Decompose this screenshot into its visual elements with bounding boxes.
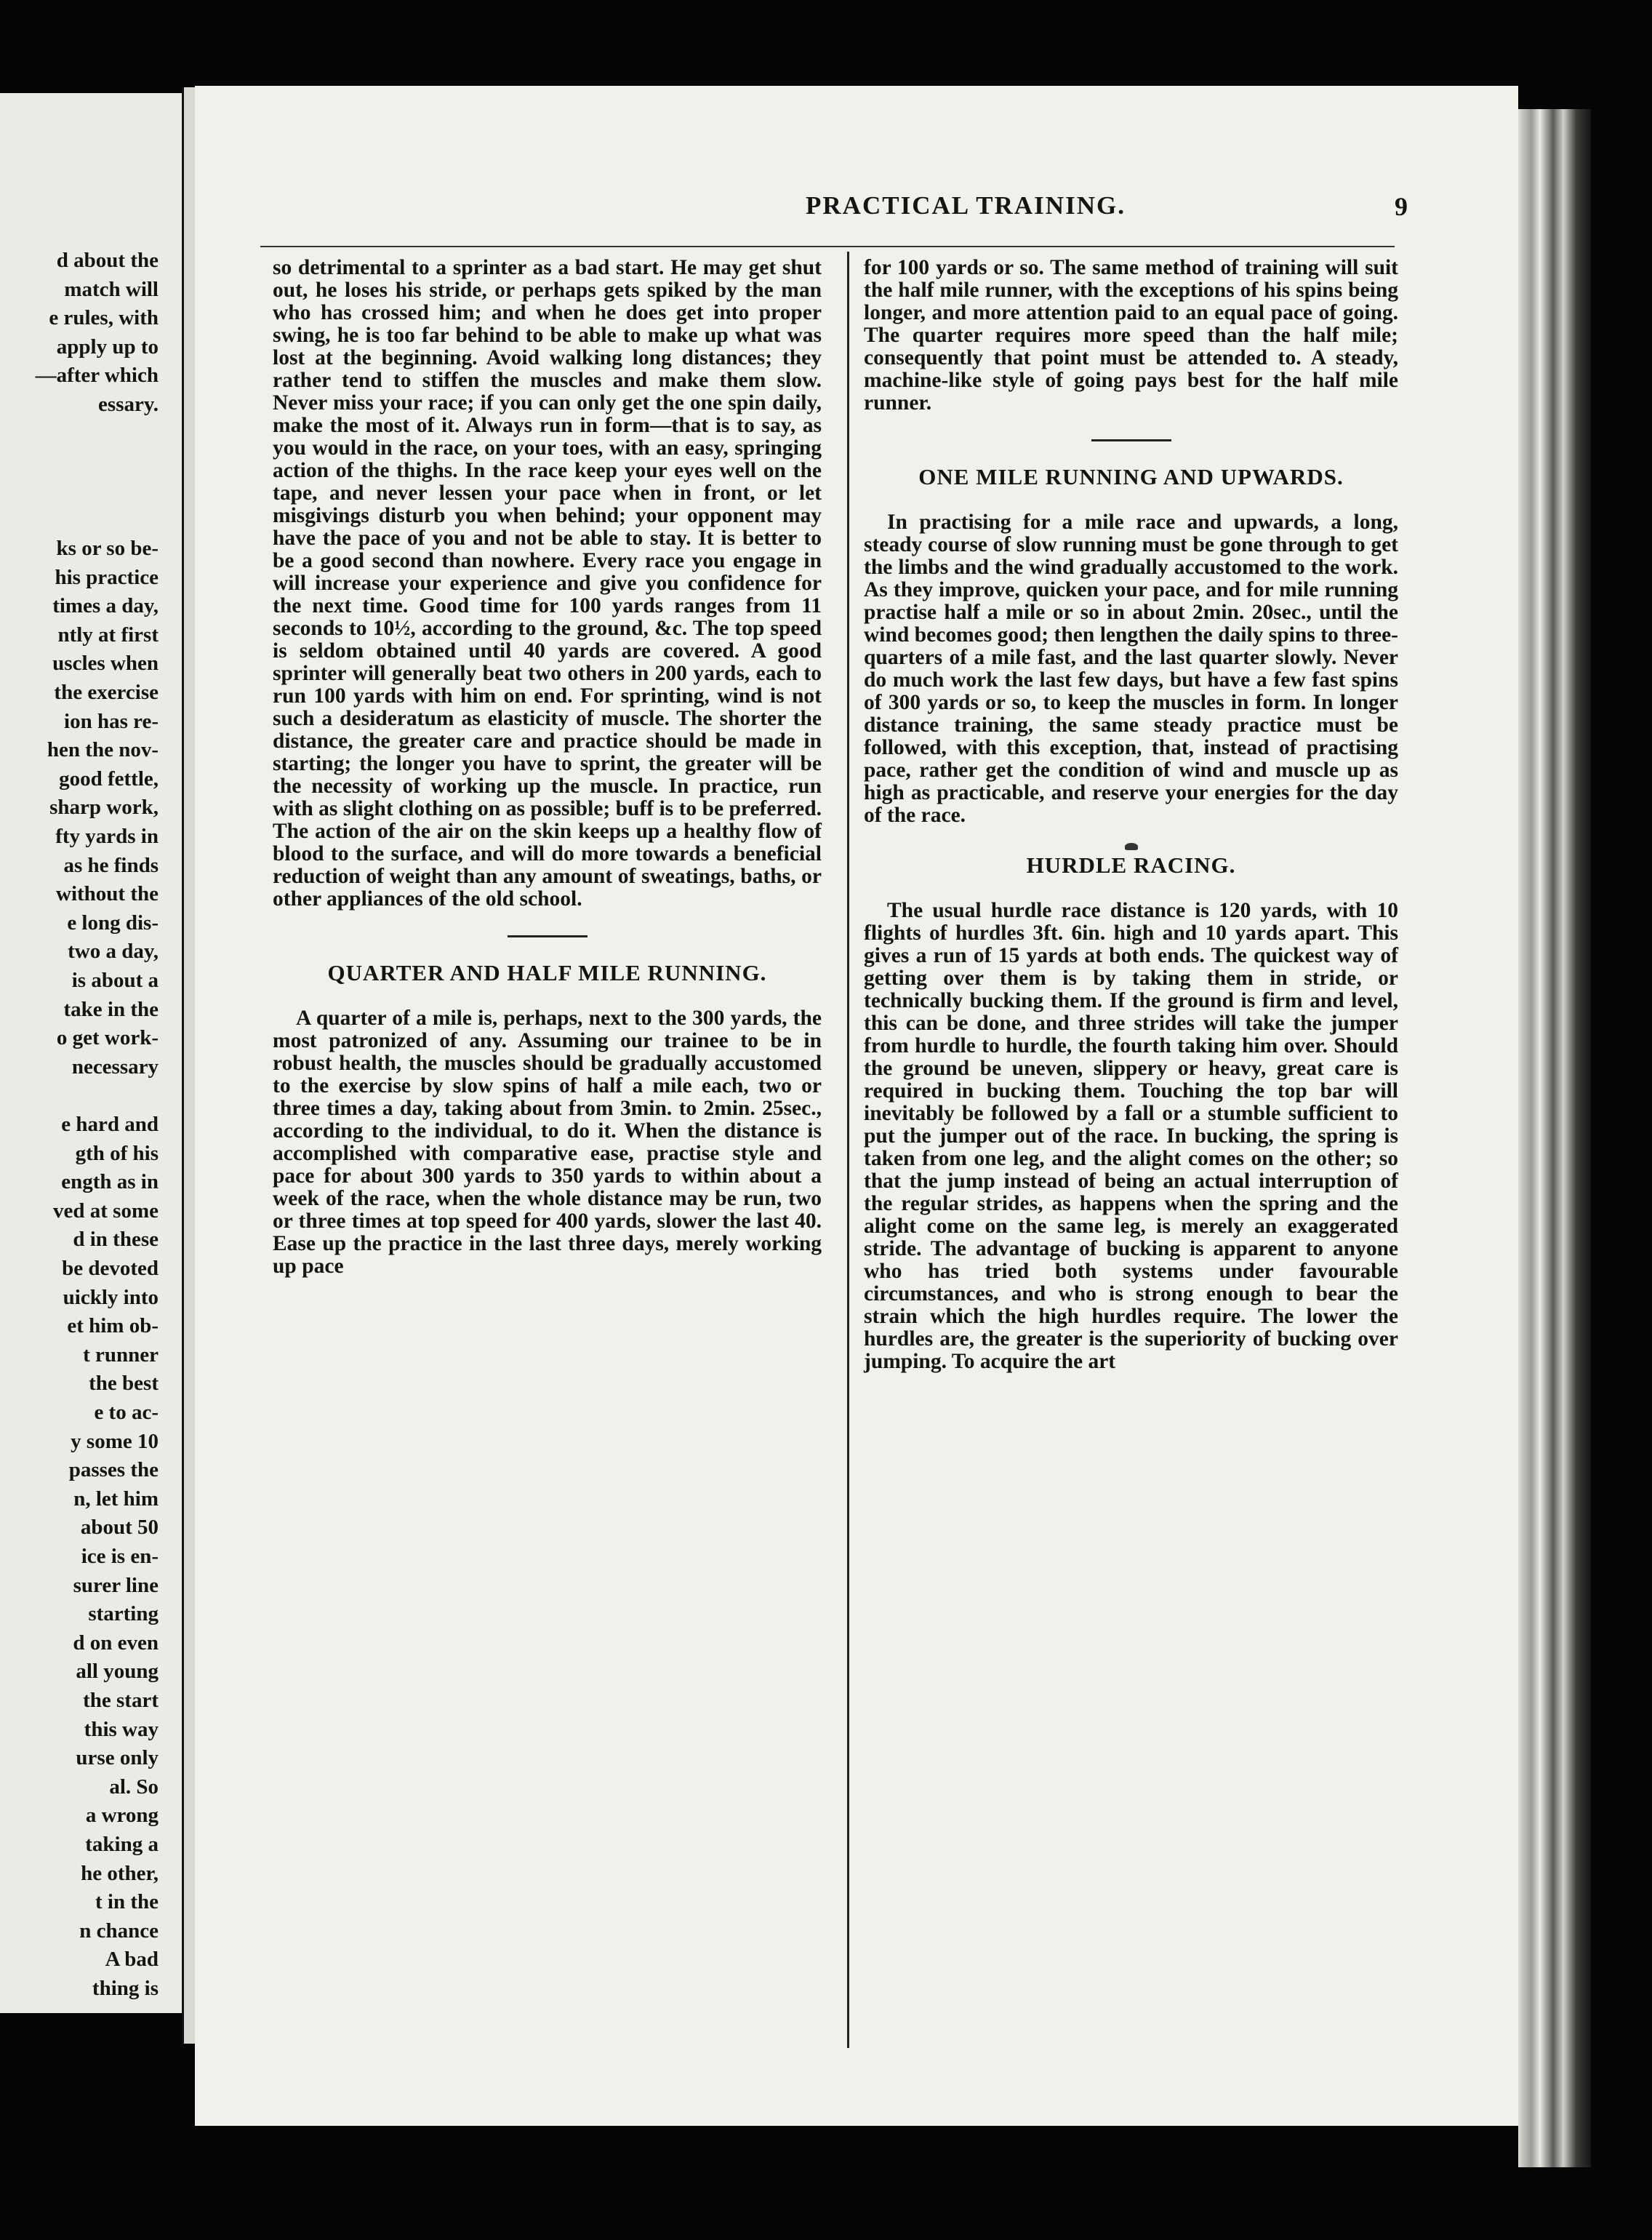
left-page-line: hen the nov- xyxy=(47,738,159,762)
left-page-line: e long dis- xyxy=(67,911,159,935)
section-heading-quarter-half-mile: QUARTER AND HALF MILE RUNNING. xyxy=(327,960,767,985)
left-page-line: essary. xyxy=(98,393,159,416)
left-column xyxy=(273,257,822,1278)
left-page-line: two a day, xyxy=(68,940,159,964)
sprinting-paragraph: so detrimental to a sprinter as a bad start. He may get shut out, he loses his stride, or perhaps gets spiked by the man who has crossed him; and when he does get into proper swing, he is too far behind to be able to make up what was lost at the beginning. Avoid walking long distances; they rather tend to stiffen the muscles and make them slow. Never miss your race; if you can only get the one spin daily, make the most of it. Always run in form—that is to say, as you would in the race, on your toes, with an easy, springing action of the thighs. In the race keep your eyes well on the tape, and never lessen your pace when in front, or let misgivings disturb you when behind; your opponent may have the pace of you and not be able to stay. It is better to be a good second than nowhere. Every race you engage in will increase your experience and give you confidence for the next time. Good time for 100 yards ranges from 11 seconds to 10½, according to the ground, &c. The top speed is seldom obtained until 40 yards are covered. A good sprinter will generally beat two others in 200 yards, each to run 100 yards with him on end. For sprinting, wind is not such a desideratum as elasticity of muscle. The shorter the distance, the greater care and practice should be made in starting; the longer you have to sprint, the greater will be the necessity of working up the muscle. In practice, run with as slight clothing on as possible; buff is to be preferred. The action of the air on the skin keeps up a healthy flow of blood to the surface, and will do more towards a beneficial reduction of weight than any amount of sweatings, baths, or other appliances of the old school. xyxy=(273,256,822,911)
one-mile-paragraph: In practising for a mile race and upwards, a long, steady course of slow running must be gone through to get the limbs and the wind gradually accustomed to the work. As they improve, quicken your pace, and for mile running practise half a mile or so in about 2min. 20sec., until the wind becomes good; then lengthen the daily spins to three-quarters of a mile fast, and the last quarter slowly. Never do much work the last few days, but have a few fast spins of 300 yards or so, to keep the muscles in form. In longer distance training, the same steady practice must be followed, with this exception, that, instead of practising pace, rather get the condition of wind and muscle up as high as practicable, and reserve your energies for the day of the race. xyxy=(864,511,1398,827)
section-rule xyxy=(508,935,588,937)
left-page-line: his practice xyxy=(55,565,159,589)
left-page-line: uickly into xyxy=(63,1285,159,1309)
left-page-line: e rules, with xyxy=(49,306,159,330)
left-page-line: without the xyxy=(56,882,159,906)
page-number: 9 xyxy=(1395,192,1408,221)
left-page-line: —after which xyxy=(35,364,159,388)
half-mile-continuation-paragraph: for 100 yards or so. The same method of training will suit the half mile runner, with the exceptions of his spins being longer, and more attention paid to an equal pace of going. The quarter requires more speed than the half mile; consequently that point must be attended to. A steady, machine-like style of going pays best for the half mile runner. xyxy=(864,256,1398,415)
left-page-line: sharp work, xyxy=(49,796,159,820)
right-column xyxy=(864,257,1398,1373)
left-page-line: al. So xyxy=(109,1775,159,1799)
ornament-mark xyxy=(1125,843,1138,850)
left-page-line: all young xyxy=(76,1660,159,1684)
left-page-line: the start xyxy=(83,1689,159,1712)
section-heading-hurdle-racing: HURDLE RACING. xyxy=(1026,852,1236,878)
left-page-line: ks or so be- xyxy=(56,537,159,560)
left-page-line: thing is xyxy=(92,1977,159,2000)
left-page-line: apply up to xyxy=(56,335,159,359)
running-head xyxy=(195,191,1518,235)
left-page-line: ntly at first xyxy=(57,623,159,647)
left-page-line: e to ac- xyxy=(94,1401,159,1424)
left-page-line: is about a xyxy=(71,969,159,992)
left-page-line: a wrong xyxy=(85,1804,159,1828)
book-binding-edge xyxy=(1518,109,1591,2167)
left-page-line: starting xyxy=(88,1602,159,1626)
left-page-line: t runner xyxy=(83,1343,159,1367)
left-page-line: y some 10 xyxy=(71,1429,159,1453)
column-rule xyxy=(847,252,849,2048)
left-page-line: t in the xyxy=(95,1890,159,1914)
left-page-line: urse only xyxy=(76,1746,159,1770)
left-page-line: d on even xyxy=(73,1631,159,1655)
left-page-line: as he finds xyxy=(63,853,159,877)
left-page-line: passes the xyxy=(68,1458,159,1482)
left-page-line: fty yards in xyxy=(55,825,159,848)
left-page-line: n chance xyxy=(79,1919,159,1943)
left-page-line: et him ob- xyxy=(67,1314,159,1338)
left-page-line: surer line xyxy=(73,1573,159,1597)
left-page-line: about 50 xyxy=(80,1516,159,1540)
running-title: PRACTICAL TRAINING. xyxy=(806,191,1126,220)
left-page-line: this way xyxy=(84,1717,159,1741)
left-page-line: n, let him xyxy=(73,1487,159,1511)
left-page-line: match will xyxy=(64,277,159,301)
left-page-line: o get work- xyxy=(56,1026,159,1050)
left-page-line: A bad xyxy=(105,1948,159,1972)
left-page-line: ion has re- xyxy=(64,709,159,733)
quarter-half-mile-paragraph: A quarter of a mile is, perhaps, next to the 300 yards, the most patronized of any. Assuming our trainee to be in robust health, the muscles should be gradually accustomed to the exercise by slow spins of half a mile each, two or three times a day, taking about from 3min. to 2min. 25sec., according to the individual, to do it. When the distance is accomplished with comparative ease, practise style and pace for about 300 yards to 350 yards to within about a week of the race, when the whole distance may be run, two or three times at top speed for 400 yards, slower the last 40. Ease up the practice in the last three days, merely working up pace xyxy=(273,1007,822,1278)
left-page-line: the exercise xyxy=(54,681,159,704)
left-page-line: good fettle, xyxy=(59,767,159,791)
section-heading-one-mile: ONE MILE RUNNING AND UPWARDS. xyxy=(918,464,1344,489)
header-rule xyxy=(260,246,1395,247)
left-page-line: take in the xyxy=(63,997,159,1021)
book-page xyxy=(195,86,1518,2126)
left-page-line: taking a xyxy=(85,1833,159,1856)
left-page-line: uscles when xyxy=(52,652,159,676)
left-page-line: ved at some xyxy=(53,1199,159,1223)
left-page-line: be devoted xyxy=(62,1257,159,1280)
left-page-line: e hard and xyxy=(61,1113,159,1136)
left-page-line: ice is en- xyxy=(81,1545,159,1568)
hurdle-racing-paragraph: The usual hurdle race distance is 120 yards, with 10 flights of hurdles 3ft. 6in. high and 10 yards apart. This gives a run of 15 yards at both ends. The quickest way of getting over them is by taking them in stride, or technically bucking them. If the ground is firm and level, this can be done, and three strides will take the jumper from hurdle to hurdle, the fourth taking him over. Should the ground be uneven, slippery or heavy, great care is required in bucking them. Touching the top bar will inevitably be followed by a fall or a stumble sufficient to put the jumper out of the race. In bucking, the spring is taken from one leg, and the alight comes on the other; so that the jump instead of being an actual interruption of the regular strides, as happens when the spring and the alight come on the same leg, is merely an exaggerated stride. The advantage of bucking is apparent to anyone who has tried both systems under favourable circumstances, and who is strong enough to bear the strain which the high hurdles require. The lower the hurdles are, the greater is the superiority of bucking over jumping. To acquire the art xyxy=(864,899,1398,1373)
left-page-line: ength as in xyxy=(61,1170,159,1194)
left-page-line: d about the xyxy=(56,249,159,272)
section-rule xyxy=(1091,439,1171,441)
left-page-line: necessary xyxy=(71,1055,159,1079)
left-page-line: d in these xyxy=(73,1228,159,1252)
left-page-line: the best xyxy=(89,1372,159,1396)
left-page-line: he other, xyxy=(81,1861,159,1885)
left-page-fragment xyxy=(0,93,182,2013)
left-page-line: gth of his xyxy=(75,1141,159,1165)
left-page-line: times a day, xyxy=(52,594,159,618)
